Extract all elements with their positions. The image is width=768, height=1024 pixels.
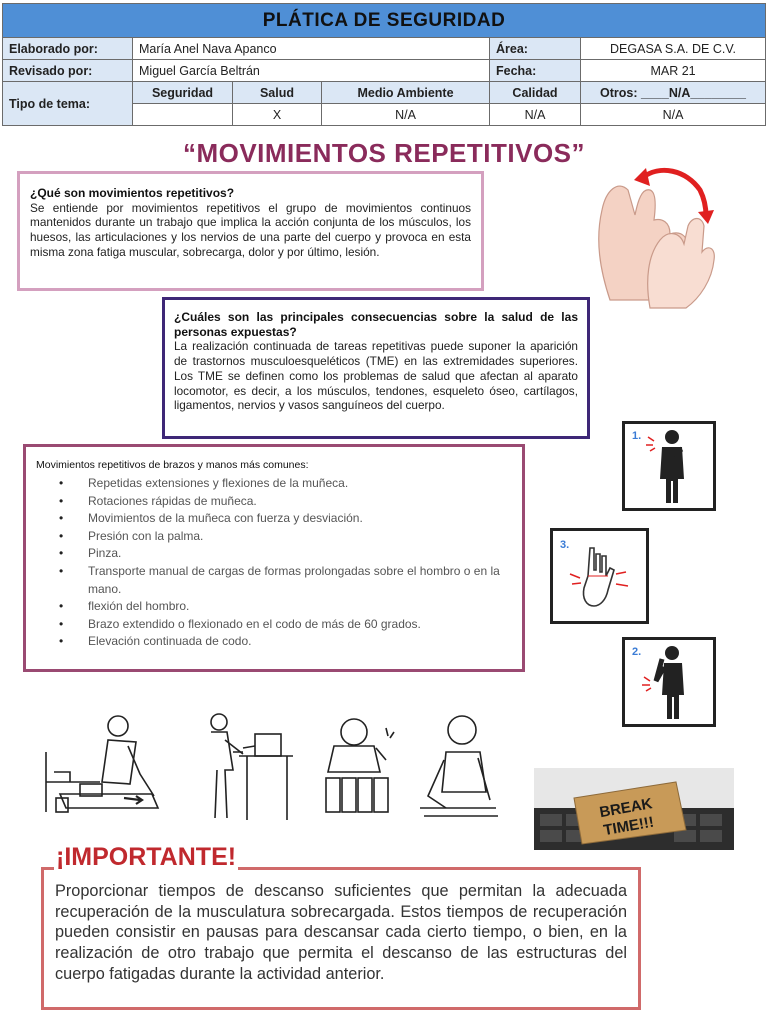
- col-medio-ambiente: Medio Ambiente: [322, 82, 490, 104]
- common-movements-box: [23, 444, 525, 672]
- worker-seated-illustration: [416, 712, 500, 824]
- revisado-label: Revisado por:: [3, 60, 133, 82]
- list-item: • Brazo extendido o flexionado en el codo de más de 60 grados.: [36, 616, 510, 634]
- wrist-rotation-illustration: [590, 160, 720, 310]
- list-item: • Movimientos de la muñeca con fuerza y desviación.: [36, 510, 510, 528]
- pictogram-number: 3.: [560, 539, 570, 551]
- movements-lead: Movimientos repetitivos de brazos y manos más comunes:: [36, 459, 309, 471]
- bullet-icon: •: [59, 634, 64, 649]
- bullet-icon: •: [59, 599, 64, 614]
- col-salud: Salud: [233, 82, 322, 104]
- val-medio-ambiente: N/A: [322, 104, 490, 126]
- bullet-icon: •: [59, 616, 64, 631]
- wrist-pain-pictogram: [550, 528, 649, 624]
- important-box: [41, 867, 641, 1010]
- revisado-value: Miguel García Beltrán: [133, 60, 490, 82]
- document-title: PLÁTICA DE SEGURIDAD: [3, 4, 766, 38]
- definition-body: Se entiende por movimientos repetitivos el grupo de movimientos continuos mantenidos durante un trabajo que implica la acción conjunta de los músculos, los huesos, las articulaciones y los nervios de una parte del cuerpo y provoca en esta misma zona fatiga muscular, sobrecarga, dolor y por último, lesión.: [30, 200, 471, 259]
- worker-conveyor-illustration: [40, 712, 165, 822]
- list-item: • Transporte manual de cargas de formas prolongadas sobre el hombro o en la mano.: [59, 563, 500, 596]
- important-heading: ¡IMPORTANTE!: [56, 843, 237, 871]
- bullet-icon: •: [59, 546, 64, 561]
- consequences-box: [162, 297, 590, 439]
- col-seguridad: Seguridad: [133, 82, 233, 104]
- break-time-image: [534, 768, 734, 850]
- list-item: • Pinza.: [36, 545, 510, 563]
- pictogram-number: 1.: [632, 430, 642, 442]
- break-sign-line2: TIME!!!: [602, 813, 656, 840]
- list-item: • flexión del hombro.: [36, 598, 510, 616]
- val-salud: X: [233, 104, 322, 126]
- bullet-icon: •: [59, 493, 64, 508]
- definition-heading: ¿Qué son movimientos repetitivos?: [30, 186, 235, 200]
- list-item: • Repetidas extensiones y flexiones de la muñeca.: [36, 475, 510, 493]
- fecha-value: MAR 21: [581, 60, 766, 82]
- val-seguridad: [133, 104, 233, 126]
- val-calidad: N/A: [490, 104, 581, 126]
- arrow-head-left-icon: [634, 168, 650, 186]
- fecha-label: Fecha:: [490, 60, 581, 82]
- col-calidad: Calidad: [490, 82, 581, 104]
- pictogram-number: 2.: [632, 646, 642, 658]
- tipo-label: Tipo de tema:: [3, 82, 133, 126]
- list-item: • Elevación continuada de codo.: [36, 633, 510, 651]
- definition-box: [17, 171, 484, 291]
- movements-list: [36, 475, 510, 651]
- area-value: DEGASA S.A. DE C.V.: [581, 38, 766, 60]
- bullet-icon: •: [59, 528, 64, 543]
- elaborado-value: María Anel Nava Apanco: [133, 38, 490, 60]
- important-body: Proporcionar tiempos de descanso suficientes que permitan la adecuada recuperación de la musculatura sobrecargada. Estos tiempos de recuperación pueden consistir en pausas para descansar cada cierto tiempo, o bien, en la realización de otro trabajo que permita el descanso de las estructuras del cuerpo fatigadas durante la actividad anterior.: [55, 882, 627, 983]
- elbow-pain-pictogram: [622, 637, 716, 727]
- val-otros: N/A: [581, 104, 766, 126]
- bullet-icon: •: [59, 476, 64, 490]
- main-title: “MOVIMIENTOS REPETITIVOS”: [182, 138, 586, 168]
- shoulder-pain-pictogram: [622, 421, 716, 511]
- bullet-icon: •: [59, 511, 64, 526]
- bullet-icon: •: [59, 563, 64, 578]
- worker-standing-table-illustration: [203, 712, 295, 824]
- break-sign-line1: BREAK: [598, 795, 654, 822]
- area-label: Área:: [490, 38, 581, 60]
- elaborado-label: Elaborado por:: [3, 38, 133, 60]
- worker-boxes-illustration: [322, 712, 406, 818]
- consequences-heading: ¿Cuáles son las principales consecuencias sobre la salud de las personas expuestas?: [174, 310, 578, 339]
- consequences-body: La realización continuada de tareas repetitivas puede suponer la aparición de trastornos musculoesqueléticos (TME) en las extremidades superiores. Los TME se definen como los problemas de salud que afectan al aparato locomotor, es decir, a los músculos, tendones, esqueleto óseo, cartílagos, ligamentos, nervios y vasos sanguíneos del cuerpo.: [174, 339, 578, 413]
- list-item: • Presión con la palma.: [36, 528, 510, 546]
- list-item: • Rotaciones rápidas de muñeca.: [36, 493, 510, 511]
- col-otros: Otros: ____N/A________: [581, 82, 766, 104]
- header-table: [2, 3, 766, 126]
